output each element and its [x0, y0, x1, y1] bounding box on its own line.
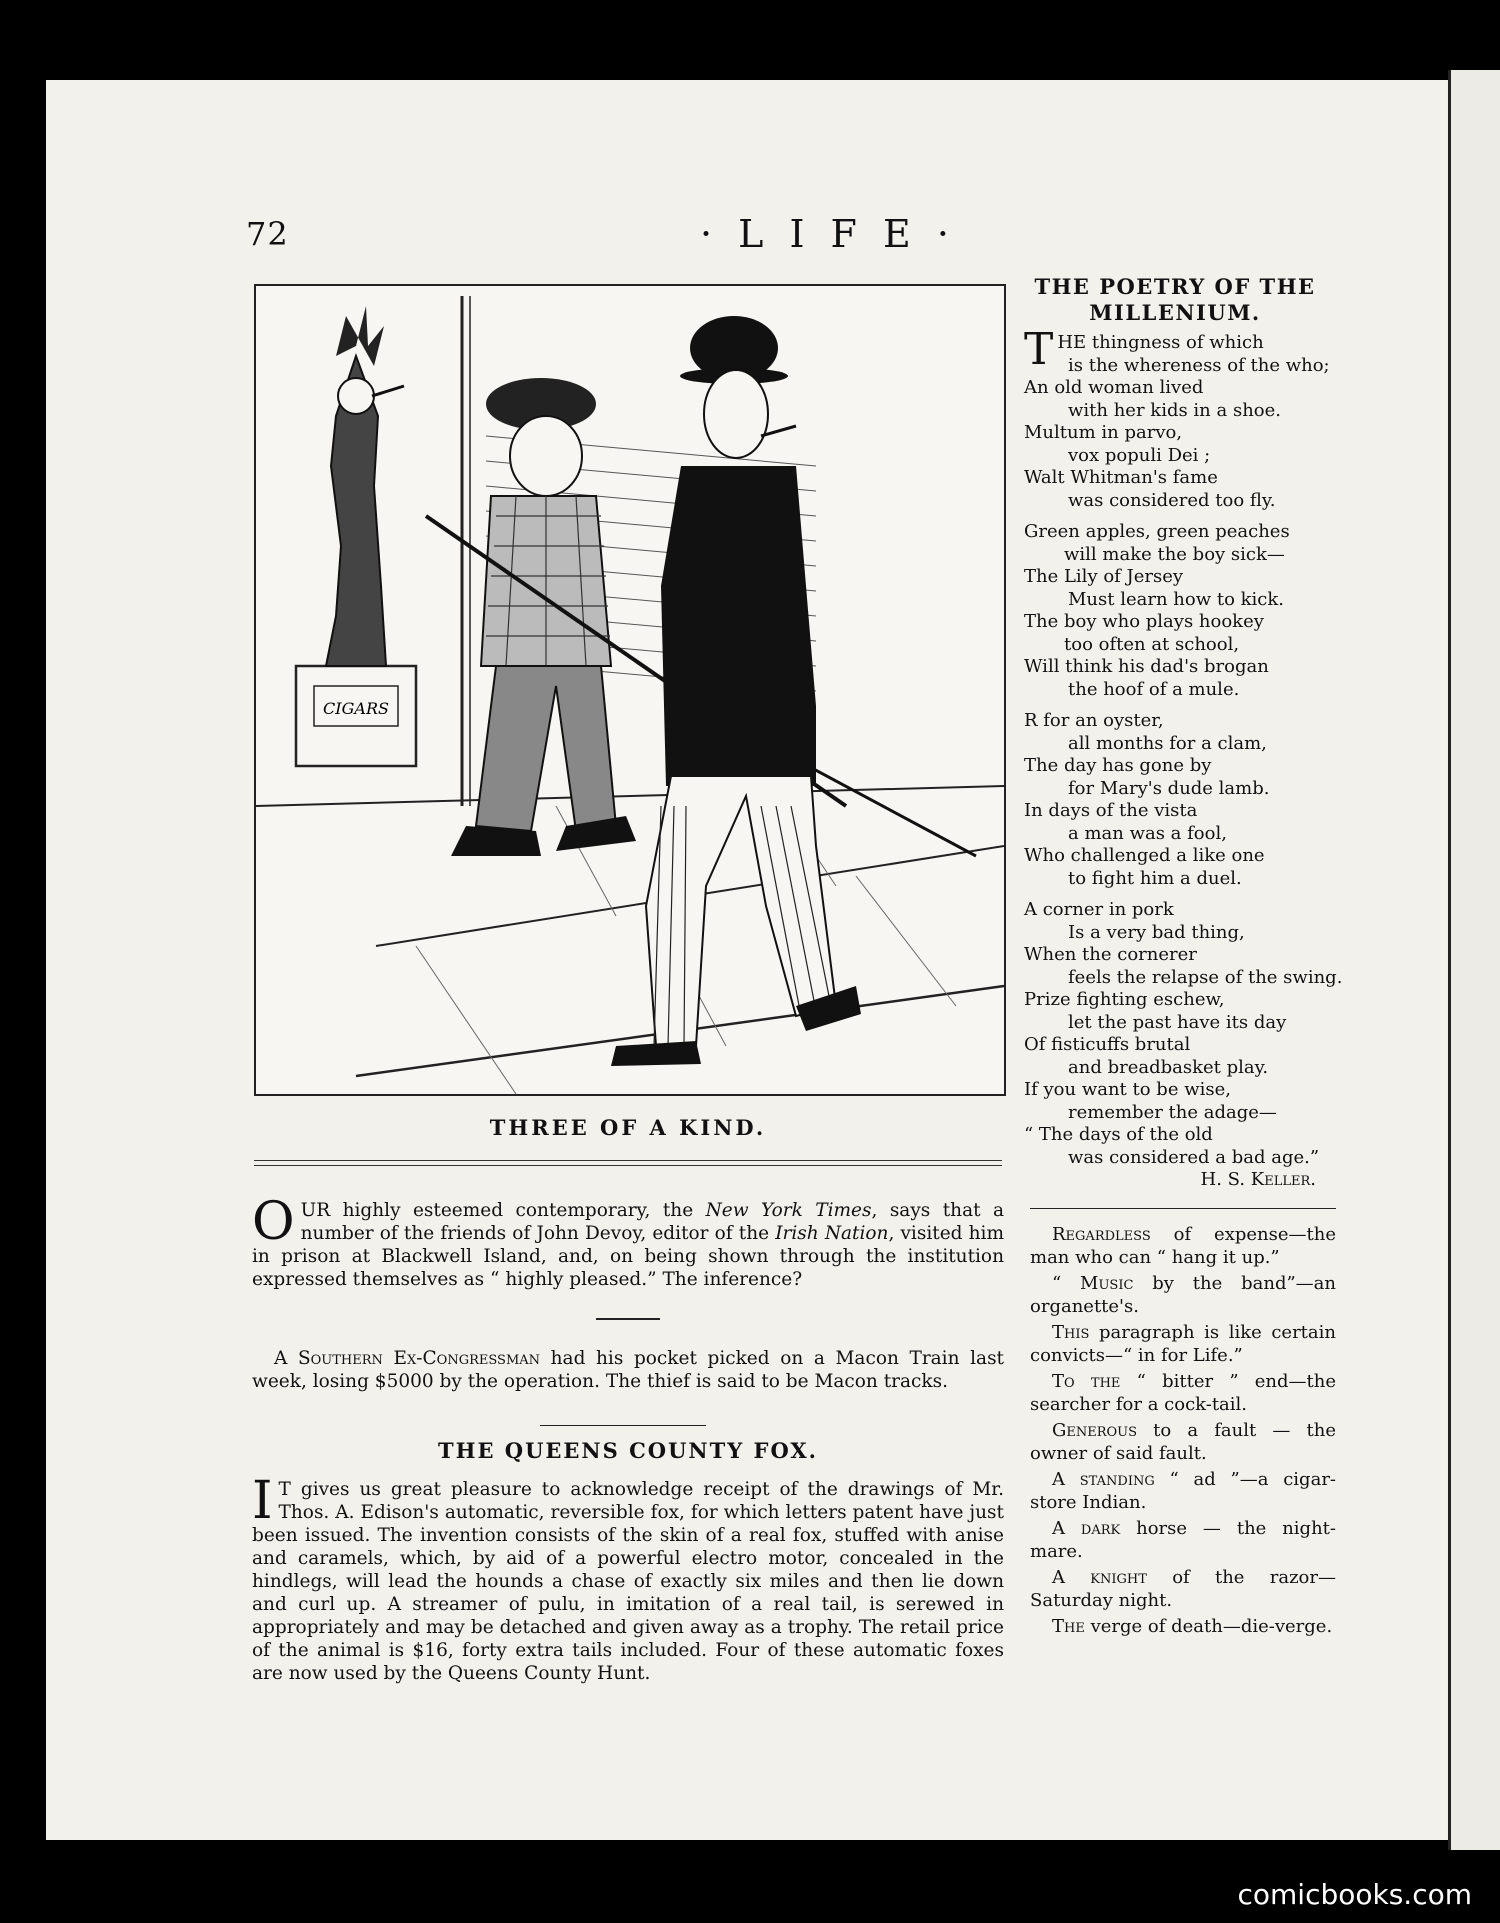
stanza-gap	[1024, 890, 1344, 899]
joke-lead: “ Music	[1052, 1273, 1134, 1294]
poem-line: the hoof of a mule.	[1068, 678, 1240, 700]
fox-article-title: THE QUEENS COUNTY FOX.	[438, 1438, 818, 1463]
cartoon-caption: THREE OF A KIND.	[489, 1115, 767, 1140]
joke-lead: To the	[1052, 1371, 1121, 1392]
poem-lines	[1024, 355, 1344, 1170]
facing-page-edge	[1448, 70, 1500, 1850]
joke-column	[1030, 1224, 1336, 1643]
article1-text-b: , says that a number of the friends of John Devoy, editor of the	[300, 1200, 1004, 1244]
article1-italic-a: New York Times	[705, 1200, 872, 1221]
poem-line: Walt Whitman's fame	[1024, 467, 1218, 488]
poem-line: let the past have its day	[1068, 1011, 1287, 1033]
article2-text: had his pocket picked on a Macon Train last week, losing $5000 by the operation. The thief is said to be Macon tracks.	[252, 1348, 1004, 1392]
poem-title: THE POETRY OF THE MILLENIUM.	[1034, 274, 1316, 325]
joke-text: by the band”—an organette's.	[1030, 1273, 1336, 1317]
poem-line: The day has gone by	[1024, 755, 1212, 776]
poem-line: for Mary's dude lamb.	[1068, 777, 1270, 799]
poem-line: will make the boy sick—	[1064, 543, 1285, 565]
joke-text: of the razor—Saturday night.	[1030, 1567, 1336, 1611]
joke-lead: Generous	[1052, 1420, 1138, 1441]
poem-dropcap: T	[1024, 324, 1054, 375]
poem-line: to fight him a duel.	[1068, 867, 1242, 889]
poem-line: was considered too fly.	[1068, 489, 1276, 511]
cartoon-drawing	[256, 286, 1004, 1094]
article-fox	[252, 1471, 1004, 1685]
joke-item	[1030, 1224, 1336, 1269]
joke-text: verge of death—die-verge.	[1084, 1616, 1333, 1637]
joke-lead: A dark	[1052, 1518, 1121, 1539]
poem-line: Is a very bad thing,	[1068, 921, 1245, 943]
poem-line: Who challenged a like one	[1024, 845, 1265, 866]
poem-line: is the whereness of the who;	[1068, 354, 1330, 376]
poem-line: If you want to be wise,	[1024, 1079, 1231, 1100]
poem-line: A corner in pork	[1024, 899, 1174, 920]
article1-text-c: , visited him in prison at Blackwell Island, and, on being shown through the institution expressed themselves as “ highly pleased.” The inference?	[252, 1223, 1004, 1290]
poem-line: remember the adage—	[1068, 1101, 1277, 1123]
poem-line: When the cornerer	[1024, 944, 1197, 965]
cartoon-illustration	[254, 284, 1006, 1096]
caption-rule-bottom	[254, 1165, 1002, 1166]
article1-text-a: UR highly esteemed contemporary, the	[300, 1200, 706, 1221]
joke-text: of expense—the man who can “ hang it up.”	[1030, 1224, 1336, 1268]
joke-item	[1030, 1322, 1336, 1367]
joke-lead: This	[1052, 1322, 1090, 1343]
poem-line: too often at school,	[1064, 633, 1240, 655]
poem-line: The boy who plays hookey	[1024, 611, 1264, 632]
poem-line: R for an oyster,	[1024, 710, 1164, 731]
stanza-gap	[1024, 701, 1344, 710]
joke-item	[1030, 1567, 1336, 1612]
poem-line: Green apples, green peaches	[1024, 521, 1290, 542]
joke-lead: A standing	[1052, 1469, 1155, 1490]
poem-line: a man was a fool,	[1068, 822, 1227, 844]
site-watermark: comicbooks.com	[1237, 1878, 1472, 1911]
poem-line: An old woman lived	[1024, 377, 1204, 398]
joke-item	[1030, 1518, 1336, 1563]
separator-2	[540, 1425, 706, 1426]
article2-lead: A Southern Ex-Congressman	[274, 1348, 541, 1369]
dropcap-i: I	[252, 1471, 273, 1531]
poem-line: Must learn how to kick.	[1068, 588, 1284, 610]
article1-italic-b: Irish Nation	[775, 1223, 889, 1244]
caption-rule-top	[254, 1160, 1002, 1161]
joke-item	[1030, 1469, 1336, 1514]
poem-line: all months for a clam,	[1068, 732, 1267, 754]
poem-line: Multum in parvo,	[1024, 422, 1183, 443]
stanza-gap	[1024, 512, 1344, 521]
article-congressman	[252, 1347, 1004, 1393]
joke-lead: The	[1052, 1616, 1085, 1637]
masthead: · L I F E ·	[700, 212, 956, 256]
cigars-sign: CIGARS	[323, 699, 389, 718]
article3-text: T gives us great pleasure to acknowledge receipt of the drawings of Mr. Thos. A. Edison's automatic, reversible fox, for which letters patent have just been issued. The invention consists of the skin of a real fox, stuffed with anise and caramels, which, by aid of a powerful electro motor, concealed in the hindlegs, will lead the hounds a chase of exactly six miles and then lie down and curl up. A streamer of pulu, in imitation of a real tail, is serewed in appropriately and may be detached and given away as a trophy. The retail price of the animal is $16, forty extra tails included. Four of these automatic foxes are now used by the Queens County Hunt.	[252, 1479, 1004, 1684]
joke-text: horse — the night-mare.	[1030, 1518, 1336, 1562]
joke-text: “ bitter ” end—the searcher for a cock-tail.	[1030, 1371, 1336, 1415]
article-devoy	[252, 1192, 1004, 1291]
joke-item	[1030, 1371, 1336, 1416]
joke-text: paragraph is like certain convicts—“ in for Life.”	[1030, 1322, 1336, 1366]
poem-line: feels the relapse of the swing.	[1068, 966, 1343, 988]
joke-text: to a fault — the owner of said fault.	[1030, 1420, 1336, 1464]
joke-text: “ ad ”—a cigar-store Indian.	[1030, 1469, 1337, 1513]
page-number: 72	[246, 215, 289, 253]
poem-line: Will think his dad's brogan	[1024, 656, 1269, 677]
joke-lead: A knight	[1052, 1567, 1147, 1588]
joke-item	[1030, 1616, 1336, 1639]
poem-line: vox populi Dei ;	[1068, 444, 1211, 466]
joke-item	[1030, 1273, 1336, 1318]
poem-first-line: HE thingness of which	[1057, 332, 1264, 353]
poem-line: The Lily of Jersey	[1024, 566, 1184, 587]
poem-line: and breadbasket play.	[1068, 1056, 1269, 1078]
poem-line: was considered a bad age.”	[1068, 1146, 1320, 1168]
joke-lead: Regardless	[1052, 1224, 1151, 1245]
poem-line: Of fisticuffs brutal	[1024, 1034, 1191, 1055]
joke-item	[1030, 1420, 1336, 1465]
poem-line: Prize fighting eschew,	[1024, 989, 1225, 1010]
poem-line: In days of the vista	[1024, 800, 1198, 821]
poem-author: H. S. Keller.	[1200, 1169, 1316, 1190]
poem-rule	[1030, 1208, 1336, 1209]
separator-1	[596, 1318, 660, 1320]
poem-body	[1024, 324, 1344, 1192]
dropcap-o: O	[252, 1192, 295, 1252]
poem-line: “ The days of the old	[1024, 1124, 1213, 1145]
poem-line: with her kids in a shoe.	[1068, 399, 1281, 421]
